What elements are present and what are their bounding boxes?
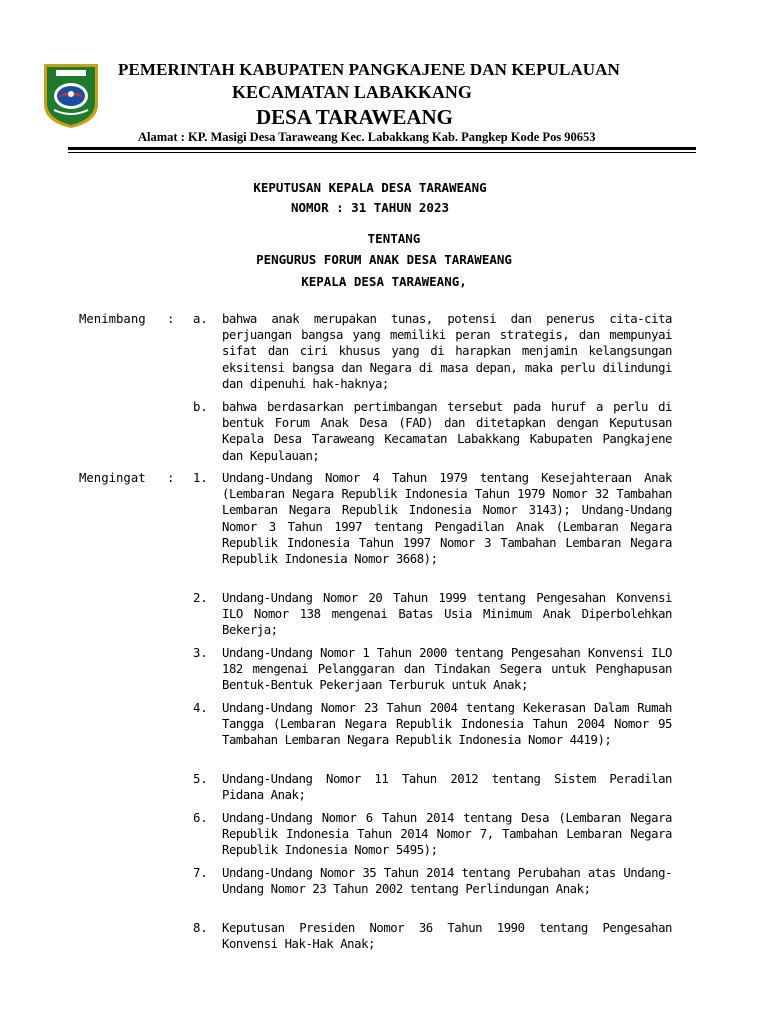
item-marker: 4. xyxy=(193,701,208,715)
clause-label: Menimbang xyxy=(79,312,146,326)
item-marker: 2. xyxy=(193,591,208,605)
regency-emblem-icon xyxy=(40,60,102,130)
item-marker: b. xyxy=(193,400,208,414)
item-marker: 6. xyxy=(193,811,208,825)
clause-colon: : xyxy=(167,312,175,326)
item-marker: 1. xyxy=(193,471,208,485)
item-text: Undang-Undang Nomor 20 Tahun 1999 tentang Pengesahan Konvensi ILO Nomor 138 mengenai Batas Usia Minimum Anak Diperbolehkan Bekerja; xyxy=(222,591,672,638)
decree-issuer: KEPALA DESA TARAWEANG, xyxy=(301,274,467,289)
decree-subject: PENGURUS FORUM ANAK DESA TARAWEANG xyxy=(256,252,512,267)
item-marker: 5. xyxy=(193,772,208,786)
district-name: KECAMATAN LABAKKANG xyxy=(232,82,472,102)
government-name: PEMERINTAH KABUPATEN PANGKAJENE DAN KEPULAUAN xyxy=(118,60,620,79)
item-text: Undang-Undang Nomor 35 Tahun 2014 tentang Perubahan atas Undang-Undang Nomor 23 Tahun 2002 tentang Perlindungan Anak; xyxy=(222,866,672,897)
item-text: bahwa anak merupakan tunas, potensi dan penerus cita-cita perjuangan bangsa yang memiliki peran strategis, dan mempunyai sifat dan ciri khusus yang di harapkan menjamin kelangsungan eksitensi bangsa dan Negara di masa depan, maka perlu dilindungi dan dipenuhi hak-haknya; xyxy=(222,312,672,391)
item-text: bahwa berdasarkan pertimbangan tersebut pada huruf a perlu di bentuk Forum Anak Desa (FAD) dan ditetapkan dengan Keputusan Kepala Desa Taraweang Kecamatan Labakkang Kabupaten Pangkajene dan Kepulauan; xyxy=(222,400,672,463)
clause-label: Mengingat xyxy=(79,471,146,485)
item-text: Keputusan Presiden Nomor 36 Tahun 1990 tentang Pengesahan Konvensi Hak-Hak Anak; xyxy=(222,921,672,952)
decree-title: KEPUTUSAN KEPALA DESA TARAWEANG xyxy=(253,180,487,195)
item-text: Undang-Undang Nomor 11 Tahun 2012 tentang Sistem Peradilan Pidana Anak; xyxy=(222,772,672,803)
clause-colon: : xyxy=(167,471,175,485)
item-text: Undang-Undang Nomor 1 Tahun 2000 tentang Pengesahan Konvensi ILO 182 mengenai Pelanggaran dan Tindakan Segera untuk Penghapusan Bentuk-Bentuk Pekerjaan Terburuk untuk Anak; xyxy=(222,646,672,693)
village-name: DESA TARAWEANG xyxy=(256,105,454,129)
about-label: TENTANG xyxy=(367,231,421,246)
item-marker: 7. xyxy=(193,866,208,880)
item-text: Undang-Undang Nomor 23 Tahun 2004 tentang Kekerasan Dalam Rumah Tangga (Lembaran Negara Republik Indonesia Tahun 2004 Nomor 95 Tambahan Lembaran Negara Republik Indonesia Nomor 4419); xyxy=(222,701,672,748)
letterhead-rule-thin xyxy=(68,152,696,153)
office-address: Alamat : KP. Masigi Desa Taraweang Kec. Labakkang Kab. Pangkep Kode Pos 90653 xyxy=(138,130,596,144)
item-marker: 3. xyxy=(193,646,208,660)
decree-number: NOMOR : 31 TAHUN 2023 xyxy=(290,200,450,215)
item-text: Undang-Undang Nomor 6 Tahun 2014 tentang Desa (Lembaran Negara Republik Indonesia Tahun 2014 Nomor 7, Tambahan Lembaran Negara Republik Indonesia Nomor 5495); xyxy=(222,811,672,858)
item-marker: 8. xyxy=(193,921,208,935)
item-marker: a. xyxy=(193,312,208,326)
letterhead-rule-thick xyxy=(68,147,696,150)
item-text: Undang-Undang Nomor 4 Tahun 1979 tentang Kesejahteraan Anak (Lembaran Negara Republik Indonesia Tahun 1979 Nomor 32 Tambahan Lembaran Negara Republik Indonesia Nomor 3143); Undang-Undang Nomor 3 Tahun 1997 tentang Pengadilan Anak (Lembaran Negara Republik Indonesia Tahun 1997 Nomor 3 Tambahan Lembaran Negara Republik Indonesia Nomor 3668); xyxy=(222,471,672,567)
